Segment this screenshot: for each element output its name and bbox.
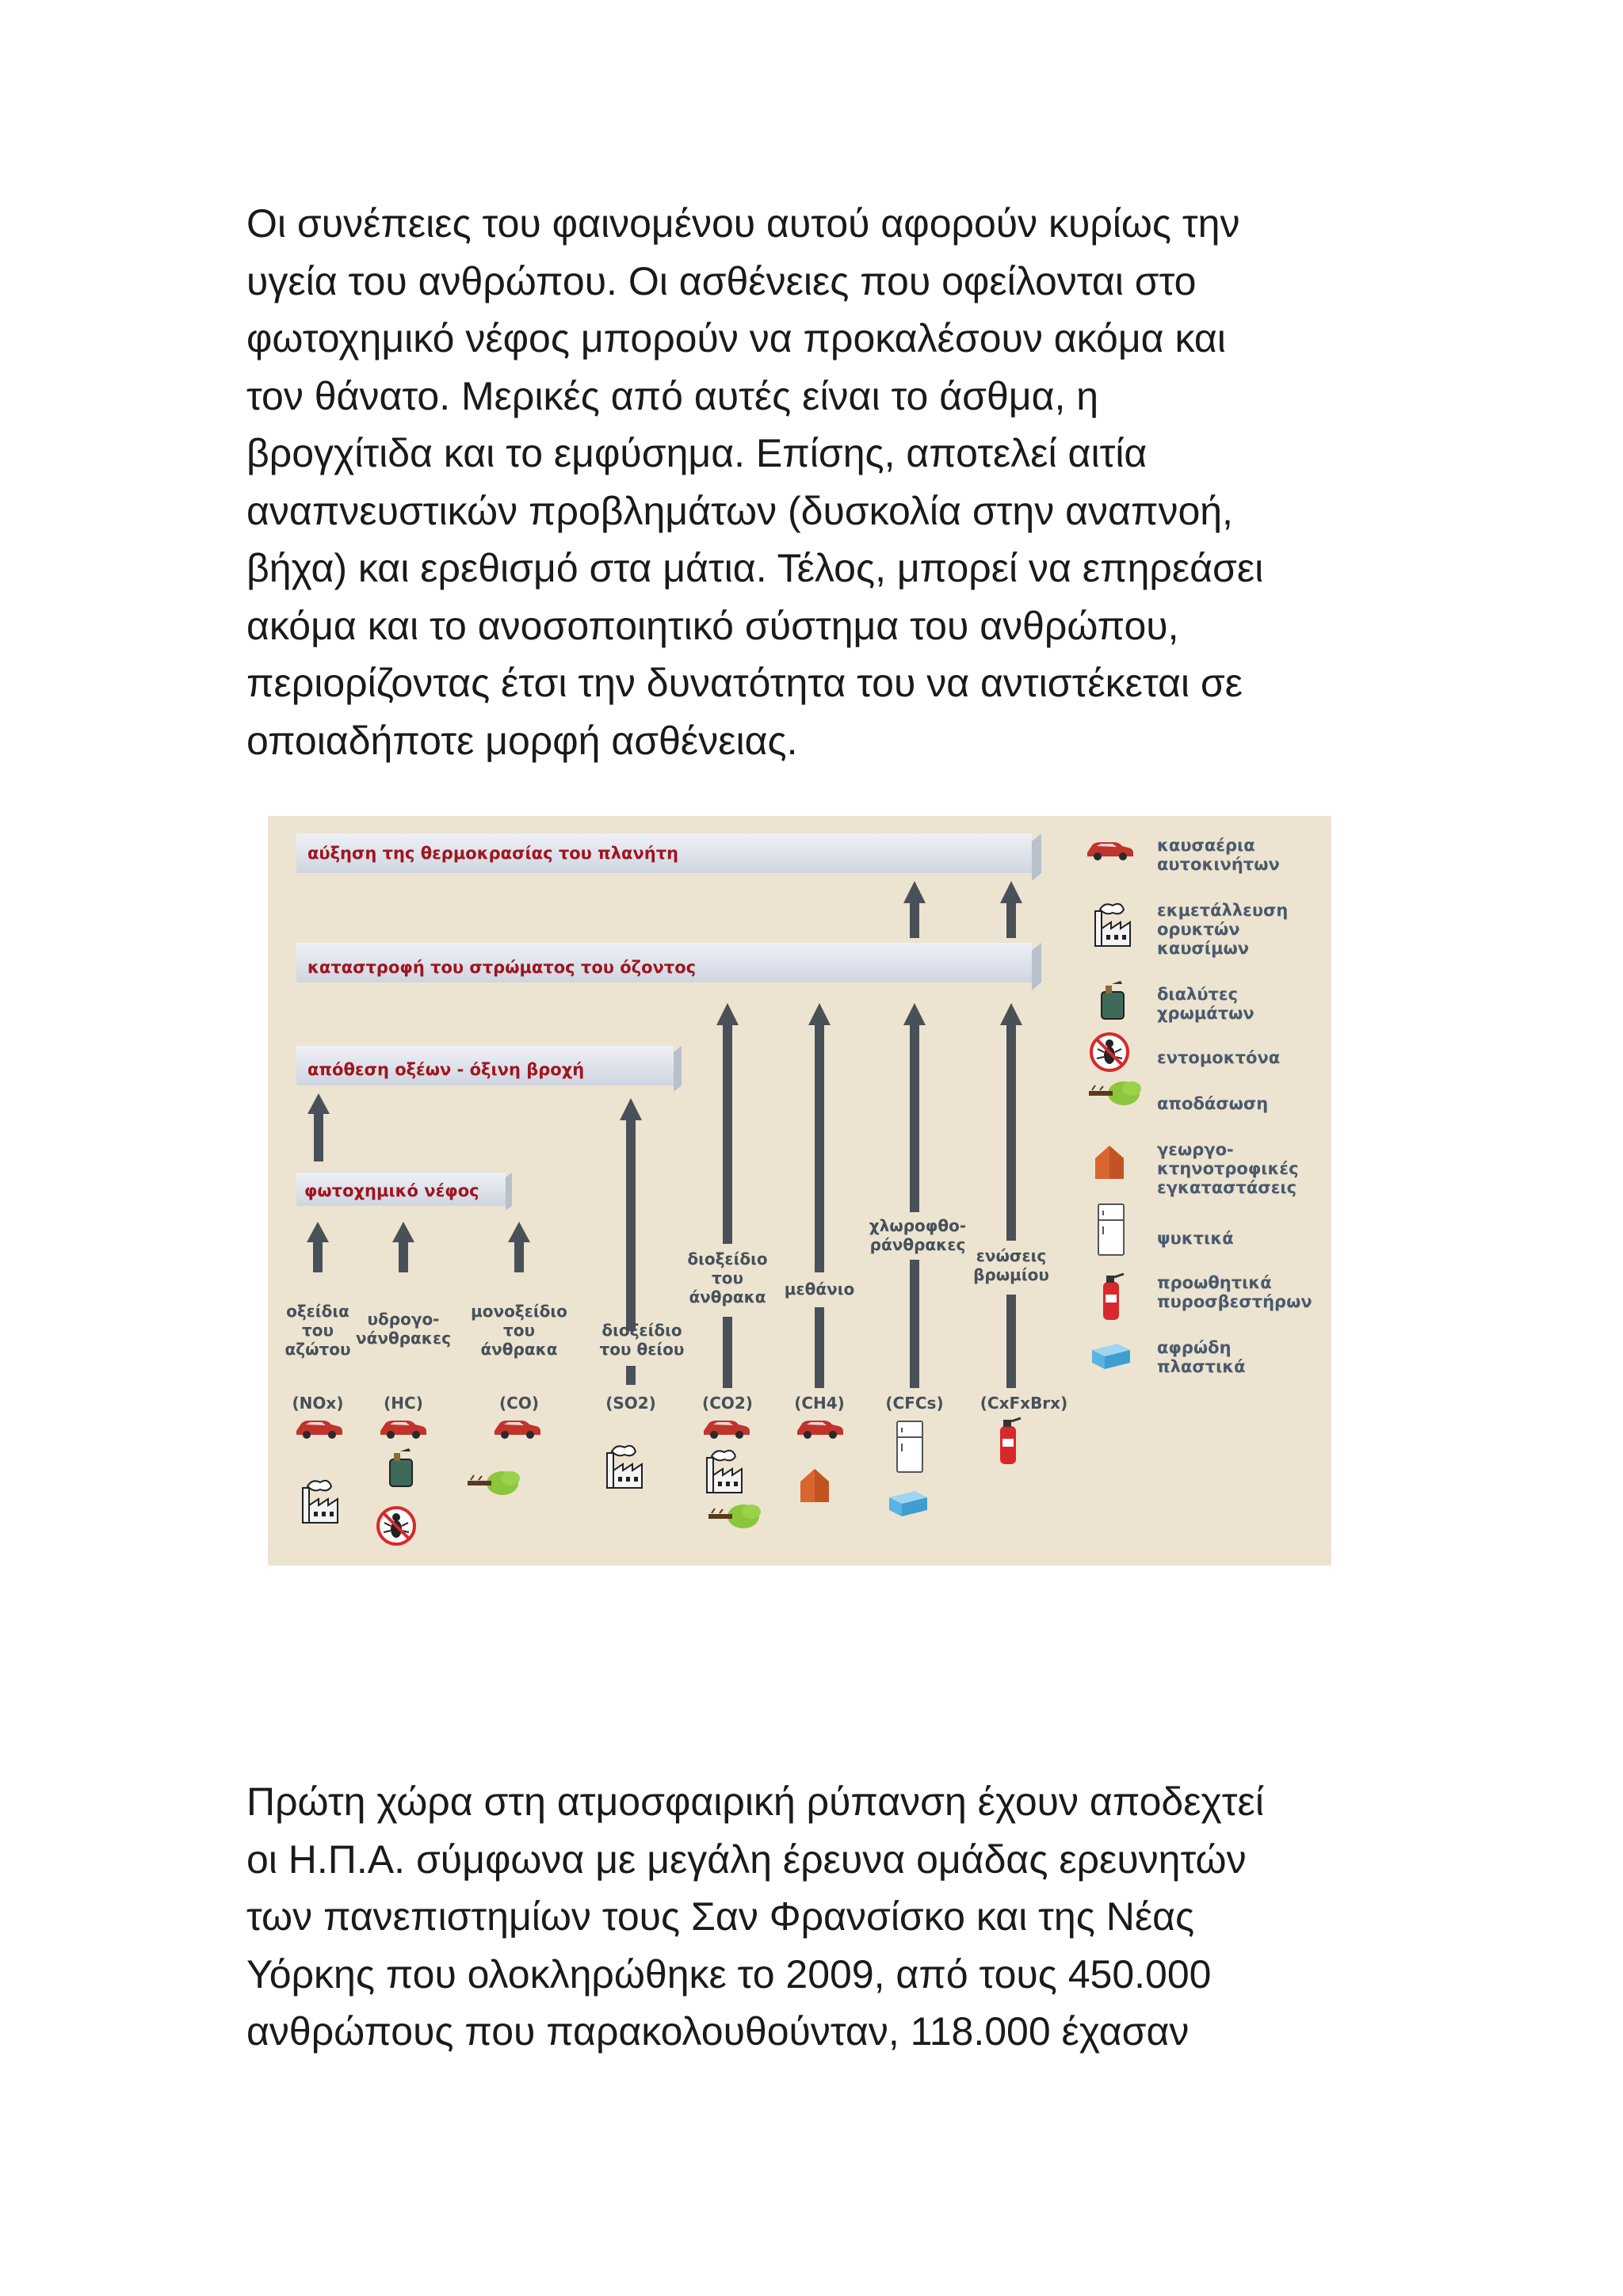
arrow-ozone-to-warming-1	[903, 881, 926, 938]
arrow-cfcs-to-ozone	[903, 1003, 926, 1388]
fridge-icon	[897, 1421, 922, 1472]
paint-can-icon	[1102, 981, 1124, 1019]
pollutant-formula: (HC)	[384, 1394, 423, 1413]
foam-plastic-icon	[889, 1491, 927, 1516]
pollutant-name-line: άνθρακα	[689, 1287, 766, 1306]
pollutant-name-line: οξείδια	[286, 1302, 349, 1321]
pollutant-name-line: αζώτου	[285, 1340, 351, 1359]
text-line: υγεία του ανθρώπου. Οι ασθένειες που οφείλονται στο	[246, 258, 1197, 303]
text-line: Οι συνέπειες του φαινομένου αυτού αφορούν κυρίως την	[246, 201, 1240, 246]
legend-label: προωθητικά	[1157, 1273, 1272, 1292]
pollutant-halons	[973, 1246, 1067, 1413]
pollutant-name-line: του θείου	[599, 1340, 685, 1359]
diagram-canvas	[268, 816, 1331, 1566]
insecticide-icon	[1091, 1034, 1128, 1070]
car-icon	[495, 1421, 540, 1439]
pollutant-name-line: του	[711, 1268, 744, 1287]
pollutant-name-line: νάνθρακες	[356, 1329, 451, 1348]
legend-label: εντομοκτόνα	[1157, 1048, 1281, 1067]
band-ozone-depletion	[296, 943, 1041, 990]
pollutant-name-line: μονοξείδιο	[471, 1302, 567, 1321]
arrow-ch4-to-ozone	[808, 1003, 831, 1388]
text-line: τον θάνατο. Μερικές από αυτές είναι το άσθμα, η	[246, 373, 1099, 418]
pollutant-name-line: υδρογο-	[367, 1310, 440, 1329]
text-line: βήχα) και ερεθισμό στα μάτια. Τέλος, μπορεί να επηρεάσει	[246, 546, 1264, 590]
legend-label: καυσαέρια	[1157, 836, 1255, 855]
band-temperature-rise-label: αύξηση της θερμοκρασίας του πλανήτη	[307, 844, 679, 863]
legend-label: εκμετάλλευση	[1157, 901, 1289, 920]
legend-label: πυροσβεστήρων	[1157, 1292, 1312, 1311]
text-line: περιορίζοντας έτσι την δυνατότητα του να αντιστέκεται σε	[246, 661, 1243, 705]
text-line: φωτοχημικό νέφος μπορούν να προκαλέσουν ακόμα και	[246, 316, 1226, 360]
arrow-nox-to-smog	[307, 1222, 329, 1272]
pollutant-name-line: ράνθρακες	[869, 1235, 966, 1254]
fire-extinguisher-icon	[1000, 1418, 1021, 1464]
text-line: ακόμα και το ανοσοποιητικό σύστημα του ανθρώπου,	[246, 603, 1179, 648]
text-line: Πρώτη χώρα στη ατμοσφαιρική ρύπανση έχουν αποδεχτεί	[246, 1779, 1264, 1824]
car-icon	[704, 1421, 750, 1439]
tree-icon	[1089, 1081, 1141, 1105]
legend-label: αποδάσωση	[1157, 1094, 1269, 1113]
pollutant-formula: (NOx)	[292, 1394, 344, 1413]
arrow-smog-to-acid	[307, 1093, 330, 1161]
band-temperature-rise	[296, 833, 1041, 881]
text-line: οποιαδήποτε μορφή ασθένειας.	[246, 718, 798, 763]
pollutant-name-line: βρωμίου	[973, 1265, 1049, 1284]
band-acid-rain	[296, 1046, 682, 1092]
pollutant-formula: (SO2)	[605, 1394, 656, 1413]
legend	[1087, 836, 1312, 1376]
car-icon	[797, 1421, 843, 1439]
farm-building-icon	[1095, 1146, 1124, 1179]
pollutant-name-line: διοξείδιο	[601, 1321, 682, 1340]
legend-label: ορυκτών	[1157, 920, 1240, 939]
pollutant-formula: (CFCs)	[885, 1394, 944, 1413]
pollutant-name-line: άνθρακα	[480, 1340, 558, 1359]
factory-icon	[707, 1451, 742, 1493]
pollutant-co	[471, 1302, 567, 1413]
fridge-icon	[1098, 1204, 1124, 1255]
text-line: Υόρκης που ολοκληρώθηκε το 2009, από τους 450.000	[246, 1951, 1212, 1997]
legend-label: ψυκτικά	[1157, 1229, 1234, 1248]
legend-label: καυσίμων	[1157, 939, 1250, 958]
insecticide-icon	[378, 1508, 414, 1544]
pollutant-name-line: ενώσεις	[976, 1246, 1047, 1265]
pollutant-name-line: μεθάνιο	[784, 1280, 855, 1299]
text-line: βρογχίτιδα και το εμφύσημα. Επίσης, αποτελεί αιτία	[246, 431, 1148, 475]
legend-label: κτηνοτροφικές	[1157, 1159, 1299, 1178]
band-photochemical-smog	[296, 1173, 512, 1211]
farm-building-icon	[800, 1469, 829, 1502]
pollutant-name-line: διοξείδιο	[687, 1249, 768, 1268]
factory-icon	[607, 1446, 642, 1488]
pollutant-formula: (CxFxBrx)	[980, 1394, 1068, 1413]
pollutant-so2	[600, 1321, 685, 1413]
fire-extinguisher-icon	[1103, 1274, 1124, 1320]
paragraph-usa-study	[246, 1773, 1396, 2061]
arrow-co2-to-ozone	[716, 1003, 739, 1388]
band-photochemical-smog-label: φωτοχημικό νέφος	[304, 1181, 479, 1200]
text-line: αναπνευστικών προβλημάτων (δυσκολία στην αναπνοή,	[246, 488, 1233, 533]
factory-icon	[303, 1481, 338, 1523]
text-line: ανθρώπους που παρακολουθούνταν, 118.000 έχασαν	[246, 2009, 1190, 2054]
car-icon	[380, 1421, 426, 1439]
factory-icon	[1095, 904, 1130, 946]
text-line: των πανεπιστημίων τους Σαν Φρανσίσκο και της Νέας	[246, 1894, 1195, 1939]
band-ozone-depletion-label: καταστροφή του στρώματος του όζοντος	[307, 958, 697, 977]
pollutant-formula: (CH4)	[794, 1394, 845, 1413]
pollutant-name-line: του	[301, 1321, 334, 1340]
arrow-ozone-to-warming-2	[1000, 881, 1022, 938]
band-acid-rain-label: απόθεση οξέων - όξινη βροχή	[307, 1060, 585, 1079]
foam-plastic-icon	[1092, 1344, 1130, 1369]
text-line: οι Η.Π.Α. σύμφωνα με μεγάλη έρευνα ομάδας ερευνητών	[246, 1836, 1247, 1882]
car-icon	[1087, 842, 1133, 860]
pollutant-formula: (CO2)	[702, 1394, 753, 1413]
legend-label: αυτοκινήτων	[1157, 855, 1280, 874]
arrow-halons-to-ozone	[1000, 1003, 1022, 1388]
legend-label: αφρώδη	[1157, 1338, 1232, 1357]
pollutant-hc	[356, 1310, 451, 1413]
pollutant-name-line: του	[502, 1321, 536, 1340]
arrow-co-to-smog	[508, 1222, 530, 1272]
paint-can-icon	[390, 1448, 412, 1486]
tree-icon	[708, 1505, 761, 1528]
legend-label: πλαστικά	[1157, 1357, 1246, 1376]
legend-label: διαλύτες	[1157, 985, 1239, 1004]
pollutant-nox	[285, 1302, 351, 1413]
arrow-hc-to-smog	[392, 1222, 414, 1272]
legend-label: γεωργο-	[1157, 1140, 1234, 1159]
pollutant-name-line: χλωροφθο-	[869, 1216, 967, 1235]
pollutant-formula: (CO)	[499, 1394, 539, 1413]
legend-label: χρωμάτων	[1157, 1004, 1254, 1023]
paragraph-consequences	[246, 195, 1396, 769]
pollution-effects-diagram	[268, 816, 1331, 1566]
legend-label: εγκαταστάσεις	[1157, 1178, 1297, 1197]
car-icon	[296, 1421, 342, 1439]
tree-icon	[468, 1471, 520, 1495]
